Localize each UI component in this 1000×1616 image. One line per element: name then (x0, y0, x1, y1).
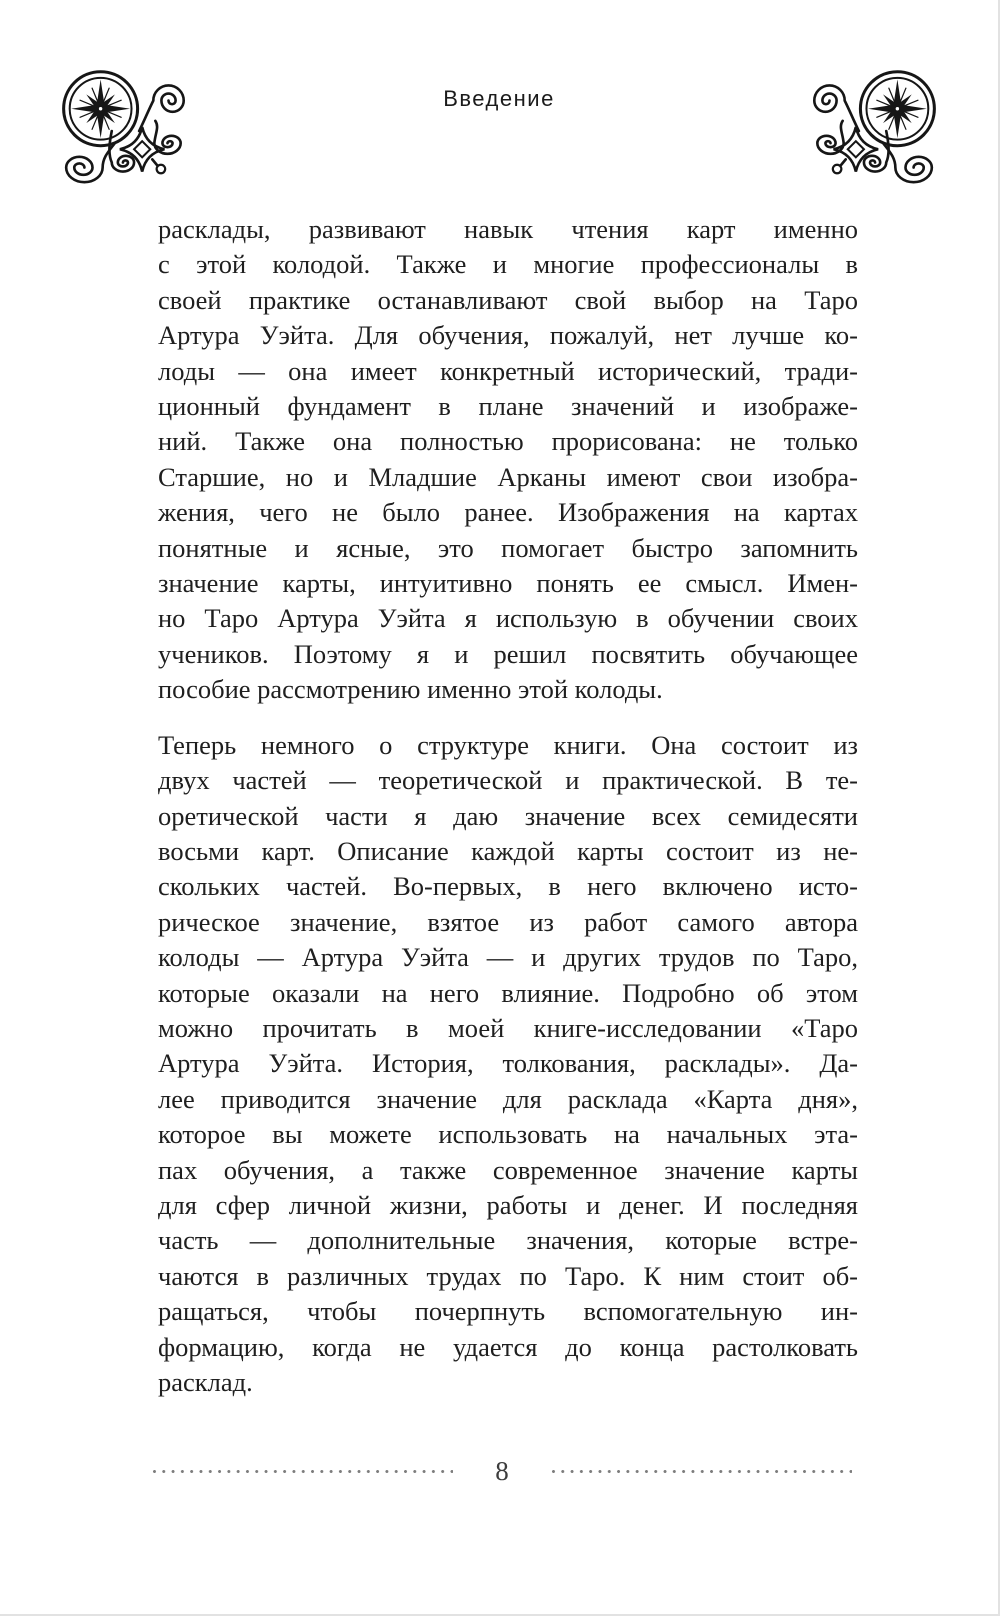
text-line: лоды — она имеет конкретный исторический, тради- (158, 355, 858, 386)
paragraph-1 (158, 212, 858, 708)
text-line: часть — дополнительные значения, которые встре- (158, 1225, 858, 1256)
text-line: для сфер личной жизни, работы и денег. И последняя (158, 1189, 858, 1220)
footer-dotted-rule-left (152, 1469, 453, 1474)
text-line: формацию, когда не удается до конца растолковать (158, 1331, 858, 1362)
text-line: с этой колодой. Также и многие профессионалы в (158, 249, 858, 280)
text-line: лее приводится значение для расклада «Карта дня», (158, 1083, 858, 1114)
text-line: оретической части я даю значение всех семидесяти (158, 800, 858, 831)
text-line: ращаться, чтобы почерпнуть вспомогательную ин- (158, 1296, 858, 1327)
text-line: расклады, развивают навык чтения карт именно (158, 214, 858, 244)
text-line: Старшие, но и Младшие Арканы имеют свои изобра- (158, 461, 858, 492)
text-line: ционный фундамент в плане значений и изображе- (158, 391, 858, 422)
text-line: жения, чего не было ранее. Изображения на картах (158, 497, 858, 528)
text-line: скольких частей. Во-первых, в него включено исто- (158, 871, 858, 902)
text-line: рическое значение, взятое из работ самого автора (158, 906, 858, 937)
corner-ornament-right (792, 64, 944, 194)
corner-ornament-left (54, 64, 206, 194)
text-line: пах обучения, а также современное значение карты (158, 1154, 858, 1185)
text-line: можно прочитать в моей книге-исследовании «Таро (158, 1012, 858, 1043)
text-line: восьми карт. Описание каждой карты состоит из не- (158, 835, 858, 866)
page-number: 8 (495, 1456, 509, 1486)
paragraph-2 (158, 728, 858, 1401)
text-line: которые оказали на него влияние. Подробно об этом (158, 977, 858, 1008)
text-line: но Таро Артура Уэйта я использую в обучении своих (158, 603, 858, 634)
text-line: Теперь немного о структуре книги. Она состоит из (158, 729, 858, 760)
footer-dotted-rule-right (551, 1469, 852, 1474)
compass-star-flourish-icon (792, 64, 944, 194)
text-line: своей практике останавливают свой выбор на Таро (158, 284, 858, 315)
text-line: Артура Уэйта. Для обучения, пожалуй, нет лучше ко- (158, 320, 858, 351)
text-line: учеников. Поэтому я и решил посвятить обучающее (158, 638, 858, 669)
text-line: двух частей — теоретической и практической. В те- (158, 765, 858, 796)
compass-star-flourish-icon (54, 64, 206, 194)
text-line: которое вы можете использовать на начальных эта- (158, 1119, 858, 1150)
text-line: пособие рассмотрению именно этой колоды. (158, 674, 663, 705)
text-line: понятные и ясные, это помогает быстро запомнить (158, 532, 858, 563)
text-line: ний. Также она полностью прорисована: не только (158, 426, 858, 457)
text-line: Артура Уэйта. История, толкования, расклады». Да- (158, 1048, 858, 1079)
text-line: колоды — Артура Уэйта — и других трудов по Таро, (158, 942, 858, 973)
running-head-title: Введение (443, 86, 555, 111)
page-body (158, 212, 858, 1400)
text-line: расклад. (158, 1367, 253, 1397)
text-line: значение карты, интуитивно понять ее смысл. Имен- (158, 568, 858, 599)
page-footer (152, 1452, 852, 1490)
text-line: чаются в различных трудах по Таро. К ним стоит об- (158, 1260, 858, 1291)
